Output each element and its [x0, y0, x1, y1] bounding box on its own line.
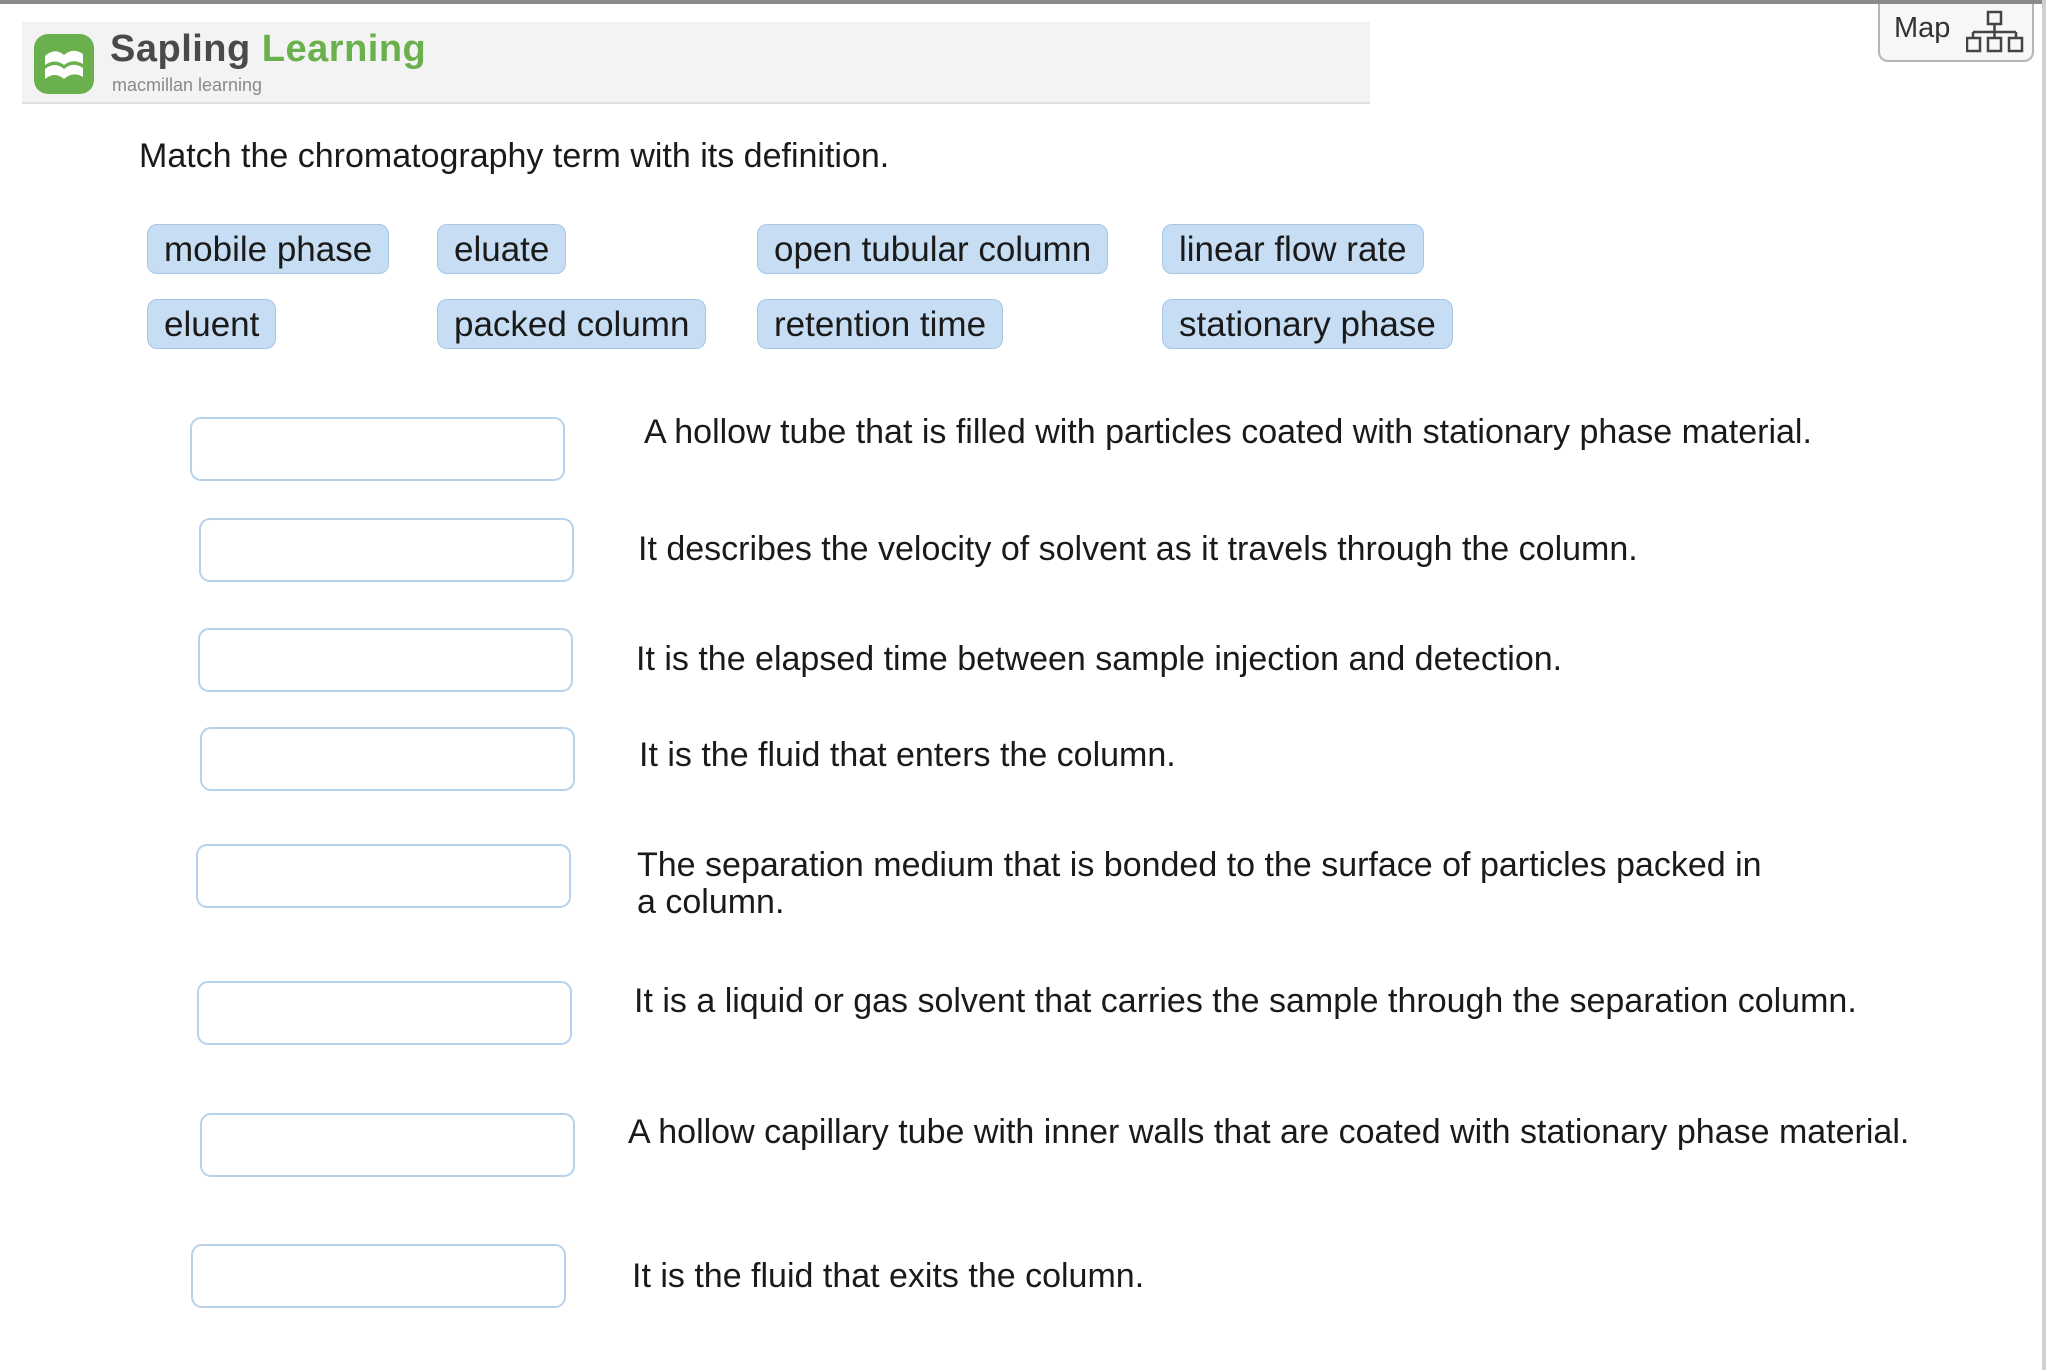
term-chip-linear-flow-rate[interactable]: linear flow rate: [1162, 224, 1424, 274]
term-chip-packed-column[interactable]: packed column: [437, 299, 706, 349]
definition-6: It is a liquid or gas solvent that carries the sample through the separation column.: [634, 982, 1857, 1020]
app-header: [22, 22, 1370, 104]
brand-name-part2: Learning: [261, 28, 427, 70]
answer-drop-target-2[interactable]: [199, 518, 574, 582]
answer-drop-target-1[interactable]: [190, 417, 565, 481]
right-scroll-edge: [2042, 0, 2046, 1370]
map-button-label: Map: [1894, 12, 1951, 44]
term-chip-open-tubular-column[interactable]: open tubular column: [757, 224, 1108, 274]
answer-drop-target-6[interactable]: [197, 981, 572, 1045]
answer-drop-target-3[interactable]: [198, 628, 573, 692]
term-chip-eluent[interactable]: eluent: [147, 299, 276, 349]
answer-drop-target-8[interactable]: [191, 1244, 566, 1308]
definition-5: The separation medium that is bonded to the surface of particles packed in a column.: [637, 846, 1762, 921]
definition-1: A hollow tube that is filled with particles coated with stationary phase material.: [644, 413, 1812, 451]
answer-drop-target-4[interactable]: [200, 727, 575, 791]
term-chip-eluate[interactable]: eluate: [437, 224, 566, 274]
question-instruction: Match the chromatography term with its definition.: [139, 137, 890, 175]
answer-drop-target-5[interactable]: [196, 844, 571, 908]
brand-subtitle: macmillan learning: [112, 75, 263, 95]
brand-name-part1: Sapling: [110, 28, 251, 70]
term-chip-mobile-phase[interactable]: mobile phase: [147, 224, 389, 274]
top-border: [0, 0, 2046, 4]
brand-name: [110, 28, 426, 71]
definition-4: It is the fluid that enters the column.: [639, 736, 1176, 774]
answer-drop-target-7[interactable]: [200, 1113, 575, 1177]
term-chip-retention-time[interactable]: retention time: [757, 299, 1003, 349]
definition-8: It is the fluid that exits the column.: [632, 1257, 1145, 1295]
term-chip-stationary-phase[interactable]: stationary phase: [1162, 299, 1453, 349]
map-button[interactable]: [1878, 4, 2034, 62]
sapling-logo-icon: [34, 34, 94, 94]
definition-2: It describes the velocity of solvent as it travels through the column.: [638, 530, 1638, 568]
definition-3: It is the elapsed time between sample injection and detection.: [636, 640, 1563, 678]
sitemap-icon: [1966, 10, 2024, 54]
definition-7: A hollow capillary tube with inner walls that are coated with stationary phase material.: [628, 1113, 1910, 1151]
